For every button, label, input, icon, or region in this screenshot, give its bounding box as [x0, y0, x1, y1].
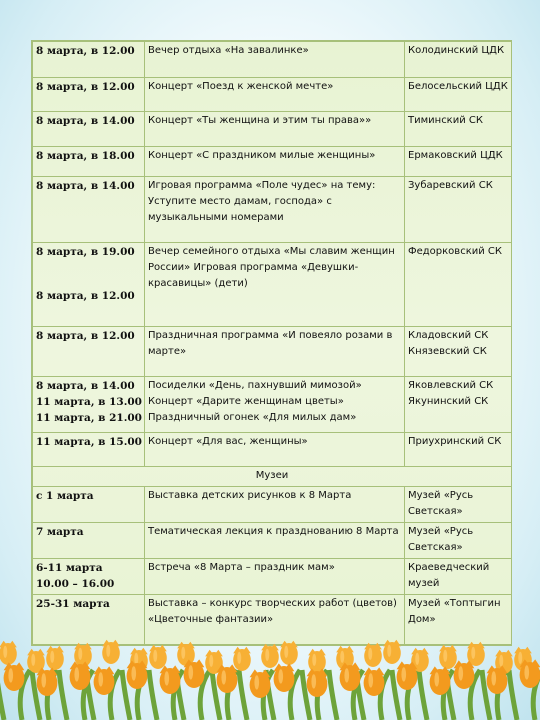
event-venue: Музей «Топтыгин Дом»	[405, 595, 512, 645]
tulip-highlight	[340, 651, 344, 663]
tulip-highlight	[164, 671, 169, 685]
event-title: Встреча «8 Марта – праздник мам»	[145, 559, 405, 595]
tulip-highlight	[471, 647, 475, 659]
tulip-highlight	[31, 654, 35, 666]
tulip-highlight	[499, 655, 503, 667]
event-date: 6-11 марта 10.00 – 16.00	[33, 559, 145, 595]
event-venue: Яковлевский СК Якунинский СК	[405, 377, 512, 433]
event-date: 8 марта, в 14.00	[33, 177, 145, 243]
table-row	[33, 147, 512, 177]
tulip-highlight	[209, 655, 213, 667]
event-title: Тематическая лекция к празднованию 8 Марта	[145, 523, 405, 559]
table-row	[33, 78, 512, 112]
tulip-highlight	[3, 646, 7, 658]
event-venue: Колодинский ЦДК	[405, 42, 512, 78]
table-row	[33, 487, 512, 523]
table-row	[33, 112, 512, 147]
event-venue: Ермаковский ЦДК	[405, 147, 512, 177]
event-date: 7 марта	[33, 523, 145, 559]
tulip-highlight	[254, 675, 259, 689]
table-row	[33, 177, 512, 243]
table-row	[33, 42, 512, 78]
tulip-highlight	[8, 668, 13, 682]
tulip-highlight	[284, 646, 288, 658]
tulip-highlight	[78, 648, 82, 660]
event-date: с 1 марта	[33, 487, 145, 523]
event-venue: Федорковский СК	[405, 243, 512, 327]
tulip-highlight	[387, 645, 391, 657]
event-title: Вечер отдыха «На завалинке»	[145, 42, 405, 78]
event-title: Концерт «Ты женщина и этим ты права»»	[145, 112, 405, 147]
tulip-highlight	[491, 671, 496, 685]
tulip-leaf	[419, 670, 427, 720]
event-date: 8 марта, в 12.00	[33, 78, 145, 112]
event-date: 8 марта, в 19.00 8 марта, в 12.00	[33, 243, 145, 327]
table-row	[33, 327, 512, 377]
events-table	[31, 40, 512, 646]
tulip-leaf	[59, 670, 67, 720]
tulip-highlight	[443, 650, 447, 662]
event-venue: Зубаревский СК	[405, 177, 512, 243]
tulip-highlight	[518, 652, 522, 664]
event-venue: Кладовский СК Князевский СК	[405, 327, 512, 377]
table-row	[33, 523, 512, 559]
event-title: Посиделки «День, пахнувший мимозой» Концерт «Дарите женщинам цветы» Праздничный огонек «Для милых дам»	[145, 377, 405, 433]
event-title: Выставка детских рисунков к 8 Марта	[145, 487, 405, 523]
tulip-highlight	[415, 653, 419, 665]
tulip-highlight	[401, 667, 406, 681]
event-title: Концерт «Для вас, женщины»	[145, 433, 405, 467]
tulip-highlight	[265, 649, 269, 661]
tulip-highlight	[74, 667, 79, 681]
event-date: 8 марта, в 12.00	[33, 42, 145, 78]
tulip-highlight	[344, 668, 349, 682]
table-row	[33, 433, 512, 467]
table-row	[33, 559, 512, 595]
tulip-highlight	[368, 673, 373, 687]
tulip-highlight	[50, 651, 54, 663]
event-date: 8 марта, в 12.00	[33, 327, 145, 377]
event-title: Игровая программа «Поле чудес» на тему: Уступите место дамам, господа» с музыкальными номерами	[145, 177, 405, 243]
tulip-highlight	[278, 669, 283, 683]
tulip-highlight	[41, 673, 46, 687]
tulip-leaf	[239, 670, 247, 720]
tulip-highlight	[368, 648, 372, 660]
table-row	[33, 377, 512, 433]
tulip-leaf	[509, 670, 517, 720]
tulip-highlight	[237, 652, 241, 664]
tulip-highlight	[221, 670, 226, 684]
tulip-leaf	[329, 670, 337, 720]
tulip-highlight	[153, 650, 157, 662]
tulip-leaf	[149, 670, 157, 720]
event-venue: Тиминский СК	[405, 112, 512, 147]
tulip-highlight	[458, 666, 463, 680]
tulips-border-image	[0, 630, 540, 720]
event-venue: Музей «Русь Светская»	[405, 487, 512, 523]
event-title: Концерт «С праздником милые женщины»	[145, 147, 405, 177]
event-title: Концерт «Поезд к женской мечте»	[145, 78, 405, 112]
tulip-leaf	[0, 670, 4, 720]
tulip-highlight	[131, 666, 136, 680]
event-venue: Приухринский СК	[405, 433, 512, 467]
event-title: Праздничная программа «И повеяло розами в марте»	[145, 327, 405, 377]
table-row	[33, 243, 512, 327]
tulip-highlight	[312, 654, 316, 666]
tulip-highlight	[106, 645, 110, 657]
tulip-highlight	[188, 665, 193, 679]
museums-heading: Музеи	[33, 467, 512, 487]
event-venue: Краеведческий музей	[405, 559, 512, 595]
event-venue: Музей «Русь Светская»	[405, 523, 512, 559]
table-section-header	[33, 467, 512, 487]
event-venue: Белосельский ЦДК	[405, 78, 512, 112]
event-date: 11 марта, в 15.00	[33, 433, 145, 467]
event-date: 8 марта, в 14.00	[33, 112, 145, 147]
tulip-highlight	[311, 674, 316, 688]
tulip-highlight	[524, 665, 529, 679]
event-date: 25-31 марта	[33, 595, 145, 645]
event-date: 8 марта, в 18.00	[33, 147, 145, 177]
event-title: Вечер семейного отдыха «Мы славим женщин России» Игровая программа «Девушки-красавицы» (дети)	[145, 243, 405, 327]
event-title: Выставка – конкурс творческих работ (цветов) «Цветочные фантазии»	[145, 595, 405, 645]
event-date: 8 марта, в 14.00 11 марта, в 13.00 11 марта, в 21.00	[33, 377, 145, 433]
tulip-highlight	[98, 672, 103, 686]
tulip-highlight	[181, 647, 185, 659]
tulip-highlight	[434, 672, 439, 686]
